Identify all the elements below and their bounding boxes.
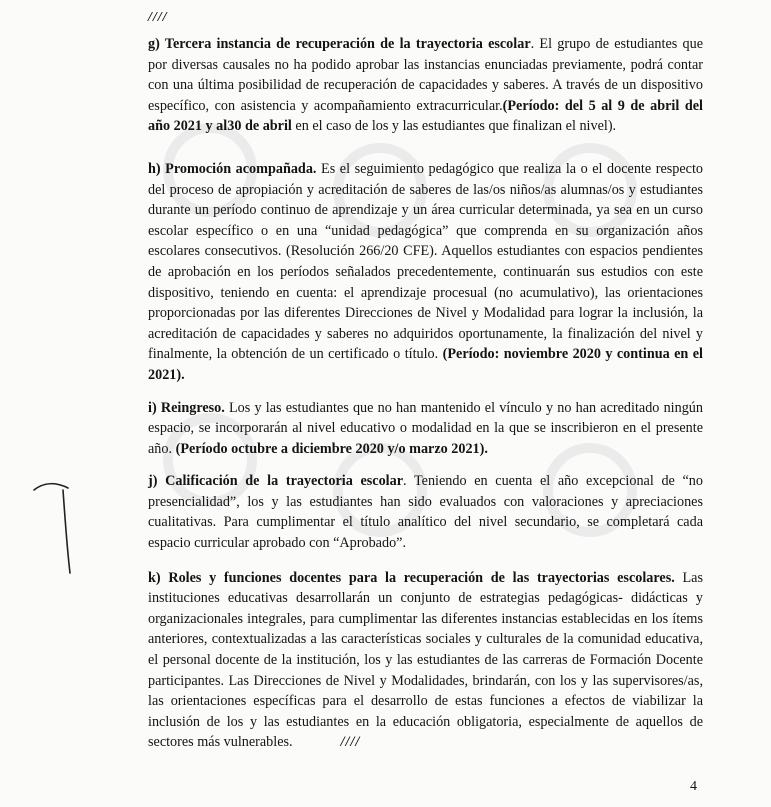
handwritten-signature <box>30 478 80 578</box>
section-j-text: . Teniendo en cuenta el año excepcional de “no presencialidad”, los y las estudiantes han sido evaluados con valoraciones y apreciaciones cualitativas. Para cumplimentar el título analítico del nivel secundario, se completará cada espacio curricular aprobado con “Aprobado”. <box>148 473 703 552</box>
section-h-heading: h) Promoción acompañada. <box>148 160 317 177</box>
section-k-text: Las instituciones educativas desarrollarán un conjunto de estrategias pedagógicas- didácticas y organizacionales integrales, para cumplimentar las diferentes instancias establecidas en los ítems anteriores, contextualizadas a las características sociales y culturales de la comunidad educativa, el personal docente de la institución, los y las estudiantes de las carreras de Formación Docente participantes. Las Direcciones de Nivel y Modalidades, brindarán, con los y las supervisores/as, las orientaciones específicas para el desarrollo de estas funciones a efectos de viabilizar la inclusión de los y las estudiantes en la educación obligatoria, especialmente de aquellos de sectores más vulnerables. <box>148 569 703 751</box>
section-g-period: (Período: del 5 al 9 de abril del año 2021 y al30 de abril <box>148 97 703 135</box>
section-k <box>148 568 703 753</box>
section-g-text-end: en el caso de los y las estudiantes que finalizan el nivel). <box>291 118 617 135</box>
section-h <box>148 159 703 386</box>
section-j-heading: j) Calificación de la trayectoria escolar <box>148 473 404 490</box>
section-k-heading: k) Roles y funciones docentes para la recuperación de las trayectorias escolares. <box>148 569 675 586</box>
top-continuation-mark: //// <box>148 10 168 25</box>
section-g-text: . El grupo de estudiantes que por diversas causales no ha podido aprobar las instancias enunciadas previamente, podrá contar con una última posibilidad de recuperación de capacidades y saberes. A través de un dispositivo específico, con asistencia y acompañamiento extracurricular. <box>148 36 704 114</box>
page-number: 4 <box>690 779 697 794</box>
section-h-text: Es el seguimiento pedagógico que realiza la o el docente respecto del proceso de apropiación y acreditación de saberes de las/os niños/as alumnas/os y estudiantes durante un período continuo de aprendizaje y un área curricular determinada, ya sea en un curso escolar específico o en una “unidad pedagógica” que comprenda en su organización años escolares consecutivos. (Resolución 266/20 CFE). Aquellos estudiantes con espacios pendientes de aprobación en los períodos señalados precedentemente, continuarán sus estudios con este dispositivo, teniendo en cuenta: el aprendizaje procesual (no acumulativo), las orientaciones proporcionadas por las diferentes Direcciones de Nivel y Modalidad para lograr la inclusión, la acreditación de capacidades y saberes no adquiridos oportunamente, la finalización del nivel y finalmente, la obtención de un certificado o título. <box>148 160 703 363</box>
section-h-period: (Período: noviembre 2020 y continua en el 2021). <box>148 346 703 383</box>
section-g-heading: g) Tercera instancia de recuperación de la trayectoria escolar <box>148 36 531 52</box>
section-j <box>148 471 703 553</box>
section-i-text: Los y las estudiantes que no han mantenido el vínculo y no han acreditado ningún espacio, se incorporarán al nivel educativo o modalidad en la que se inscribieron en el presente año. <box>148 399 703 457</box>
end-continuation-mark: //// <box>340 734 361 751</box>
section-i <box>148 398 703 460</box>
section-i-heading: i) Reingreso. <box>148 399 225 416</box>
section-i-period: (Período octubre a diciembre 2020 y/o marzo 2021). <box>175 440 488 457</box>
document-body <box>148 34 703 753</box>
section-g <box>148 34 703 137</box>
